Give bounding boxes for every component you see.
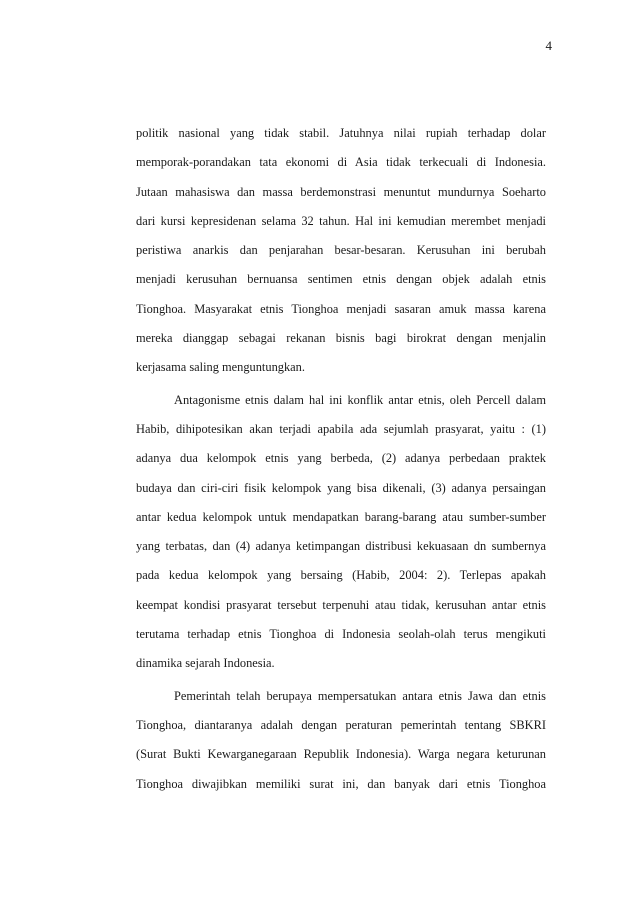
text-line: (Surat Bukti Kewarganegaraan Republik Indonesia). Warga negara keturunan (136, 747, 546, 762)
text-line: menjadi kerusuhan bernuansa sentimen etnis dengan objek adalah etnis (136, 272, 546, 287)
text-line: budaya dan ciri-ciri fisik kelompok yang bisa dikenali, (3) adanya persaingan (136, 480, 546, 495)
text-line: terutama terhadap etnis Tionghoa di Indonesia seolah-olah terus mengikuti (136, 627, 546, 642)
text-line: dari kursi kepresidenan selama 32 tahun. Hal ini kemudian merembet menjadi (136, 213, 546, 228)
text-line: Antagonisme etnis dalam hal ini konflik antar etnis, oleh Percell dalam (174, 392, 546, 407)
text-line: Tionghoa. Masyarakat etnis Tionghoa menjadi sasaran amuk massa karena (136, 301, 546, 316)
page-number: 4 (545, 38, 552, 53)
text-line: memporak-porandakan tata ekonomi di Asia tidak terkecuali di Indonesia. (136, 155, 546, 170)
text-line: politik nasional yang tidak stabil. Jatuhnya nilai rupiah terhadap dolar (136, 126, 546, 140)
text-line: keempat kondisi prasyarat tersebut terpenuhi atau tidak, kerusuhan antar etnis (136, 597, 546, 612)
text-line: pada kedua kelompok yang bersaing (Habib, 2004: 2). Terlepas apakah (136, 568, 546, 583)
text-line: Pemerintah telah berupaya mempersatukan antara etnis Jawa dan etnis (174, 688, 546, 703)
text-line: adanya dua kelompok etnis yang berbeda, (2) adanya perbedaan praktek (136, 451, 546, 466)
text-line: Jutaan mahasiswa dan massa berdemonstrasi menuntut mundurnya Soeharto (136, 184, 546, 199)
text-line: Tionghoa diwajibkan memiliki surat ini, dan banyak dari etnis Tionghoa (136, 776, 546, 791)
paragraph-2 (136, 386, 546, 679)
paragraph-1 (136, 119, 546, 383)
paragraph-3 (136, 682, 546, 799)
text-line: yang terbatas, dan (4) adanya ketimpangan distribusi kekuasaan dn sumbernya (136, 539, 546, 554)
body-text (136, 119, 546, 799)
text-line: mereka dianggap sebagai rekanan bisnis bagi birokrat dengan menjalin (136, 331, 546, 346)
text-line: Tionghoa, diantaranya adalah dengan peraturan pemerintah tentang SBKRI (136, 717, 546, 732)
text-line: Habib, dihipotesikan akan terjadi apabila ada sejumlah prasyarat, yaitu : (1) (136, 421, 546, 436)
text-line: peristiwa anarkis dan penjarahan besar-besaran. Kerusuhan ini berubah (136, 243, 546, 258)
text-line: antar kedua kelompok untuk mendapatkan barang-barang atau sumber-sumber (136, 509, 546, 524)
text-line: dinamika sejarah Indonesia. (136, 656, 275, 671)
text-line: kerjasama saling menguntungkan. (136, 360, 305, 375)
